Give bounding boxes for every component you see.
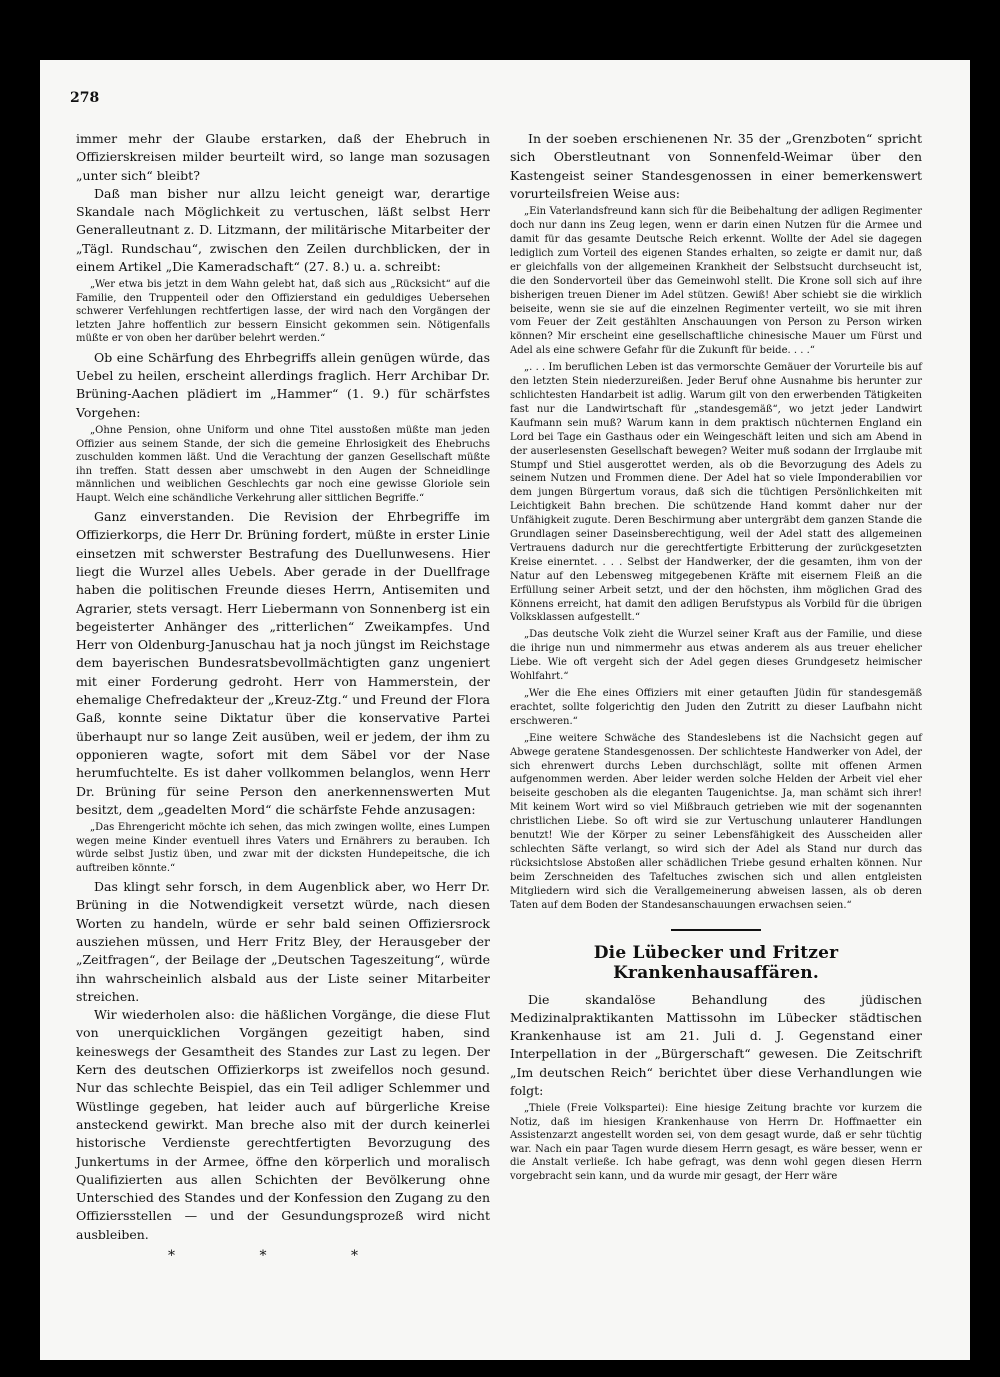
newspaper-page [40,60,970,1360]
left-column [76,130,490,1264]
paragraph: immer mehr der Glaube erstarken, daß der Ehebruch in Offizierskreisen milder beurteilt wird, so lange man sozusagen „unter sich“ bleibt? [76,131,490,183]
paragraph: Ob eine Schärfung des Ehrbegriffs allein genügen würde, das Uebel zu heilen, erscheint allerdings fraglich. Herr Archibar Dr. Brüning-Aachen plädiert im „Hammer“ (1. 9.) für schärfstes Vorgehen: [76,349,490,420]
quoted-paragraph: „Wer etwa bis jetzt in dem Wahn gelebt hat, daß sich aus „Rücksicht“ auf die Familie, den Truppenteil oder den Offizierstand ein geduldiges Uebersehen schwerer Verfehlungen rechtfertigen lasse, der wird nach den Vorgängen der letzten Jahre hoffentlich zur bessern Einsicht gekommen sein. Nötigenfalls müßte er von oben her darüber belehrt werden.“ [76,279,490,345]
paragraph: In der soeben erschienenen Nr. 35 der „Grenzboten“ spricht sich Oberstleutnant von Sonnenfeld-Weimar über den Kastengeist seiner Standesgenossen in einer bemerkenswert vorurteilsfreien Weise aus: [510,131,922,201]
paragraph: Daß man bisher nur allzu leicht geneigt war, derartige Skandale nach Möglichkeit zu vertuschen, läßt selbst Herr Generalleutnant z. D. Litzmann, der militärische Mitarbeiter der „Tägl. Rundschau“, zwischen den Zeilen durchblicken, der in einem Artikel „Die Kameradschaft“ (27. 8.) u. a. schreibt: [76,185,490,275]
section-rule [671,929,761,931]
section-separator: * * * [168,1248,398,1265]
quoted-paragraph: „Ohne Pension, ohne Uniform und ohne Titel ausstoßen müßte man jeden Offizier aus seinem Stande, der sich die gemeine Ehrlosigkeit des Ehebruchs zuschulden kommen läßt. Und die Verachtung der ganzen Gesellschaft müßte ihn treffen. Statt dessen aber umschwebt in den Augen der Schneidlinge männlichen und weiblichen Geschlechts gar noch eine gewisse Gloriole sein Haupt. Welch eine schändliche Verkehrung aller sittlichen Begriffe.“ [76,425,490,504]
article-headline: Die Lübecker und Fritzer Krankenhausaffären. [593,942,839,983]
right-column [510,130,922,1186]
quoted-paragraph: „Eine weitere Schwäche des Standeslebens ist die Nachsicht gegen auf Abwege geratene Standesgenossen. Der schlichteste Handwerker von Adel, der sich ehrenwert durchs Leben durchschlägt, sollte mit offenen Armen aufgenommen werden. Aber leider werden solche Helden der Arbeit viel eher beiseite geschoben als die eleganten Taugenichtse. Ja, man schämt sich ihrer! Mit keinem Wort wird so viel Mißbrauch getrieben wie mit der sogenannten christlichen Liebe. So oft wird sie zur Vertuschung unlauterer Handlungen benutzt! Wie der Körper zu seiner Lebensfähigkeit des Ausscheiden aller schlechten Säfte verlangt, so wird sich der Adel als Stand nur durch das rücksichtslose Abstoßen aller schädlichen Triebe gesund erhalten können. Nur beim Zerschneiden des Tafeltuches zwischen sich und allen entgleisten Mitgliedern wird sich die Verallgemeinerung abweisen lassen, als ob deren Taten auf dem Boden der Standesanschauungen erwachsen seien.“ [510,732,922,911]
quoted-paragraph: „. . . Im beruflichen Leben ist das vermorschte Gemäuer der Vorurteile bis auf den letzten Stein niederzureißen. Jeder Beruf ohne Ausnahme bis herunter zur schlichtesten Handarbeit ist adlig. Warum gilt von den erwerbenden Tätigkeiten fast nur die Landwirtschaft für „standesgemäß“, wo jetzt jeder Landwirt Kaufmann sein muß? Warum kann in dem praktisch nüchternen England ein Lord bei Tage ein Gasthaus oder ein Weingeschäft leiten und sich am Abend in der auserlesensten Gesellschaft bewegen? Weiter muß sodann der Irrglaube mit Stumpf und Stiel ausgerottet werden, als ob die Bevorzugung des Adels zu seinem Nutzen und Frommen diene. Der Adel hat so viele Imponderabilien vor dem jungen Bürgertum voraus, daß sich die tüchtigen Persönlichkeiten mit Leichtigkeit Bahn brechen. Die schützende Hand kommt daher nur der Unfähigkeit zugute. Deren Beschirmung aber untergräbt dem ganzen Stande die Grundlagen seiner Daseinsberechtigung, weil der Adel statt des allgemeinen Vertrauens dadurch nur die gerechtfertigte Erbitterung der zurückgesetzten Kreise einerntet. . . . Selbst der Handwerker, der die gesamten, ihm von der Natur auf den Lebensweg mitgegebenen Kräfte mit eisernem Fleiß an die Erfüllung seiner Arbeit setzt, und der den höchsten, ihm möglichen Grad des Könnens erreicht, hat damit den adligen Berufstypus als Vorbild für die übrigen Volksklassen aufgestellt.“ [510,362,922,624]
right-column-lower-paragraphs [510,991,922,1184]
left-column-paragraphs [76,130,490,1244]
right-column-upper-paragraphs [510,130,922,913]
quoted-paragraph: „Ein Vaterlandsfreund kann sich für die Beibehaltung der adligen Regimenter doch nur dann ins Zeug legen, wenn er darin einen Nutzen für die Armee und damit für das gesamte Deutsche Reich erkennt. Wollte der Adel sie dagegen lediglich zum Vorteil des eigenen Standes erhalten, so zeigte er damit nur, daß er gleichfalls von der allgemeinen Krankheit der Selbstsucht durchseucht ist, die den Sondervorteil über das Gemeinwohl stellt. Die Krone soll sich auf ihre bisherigen treuen Diener im Adel stützen. Gewiß! Aber schiebt sie die wirklich beiseite, wenn sie sie auf die einzelnen Regimenter verteilt, wo sie mit ihren vom Feuer der Zeit gestählten Anschauungen von Person zu Person wirken können? Mir erscheint eine gesellschaftliche chinesische Mauer um Fürst und Adel als eine schwere Gefahr für die Zukunft für beide. . . .“ [510,206,922,357]
paragraph: Die skandalöse Behandlung des jüdischen Medizinalpraktikanten Mattissohn im Lübecker städtischen Krankenhause ist am 21. Juli d. J. Gegenstand einer Interpellation in der „Bürgerschaft“ gewesen. Die Zeitschrift „Im deutschen Reich“ berichtet über diese Verhandlungen wie folgt: [510,991,922,1098]
quoted-paragraph: „Wer die Ehe eines Offiziers mit einer getauften Jüdin für standesgemäß erachtet, sollte folgerichtig den Juden den Zutritt zu dieser Laufbahn nicht erschweren.“ [510,688,922,727]
quoted-paragraph: „Thiele (Freie Volkspartei): Eine hiesige Zeitung brachte vor kurzem die Notiz, daß im hiesigen Krankenhause von Herrn Dr. Hoffmaetter ein Assistenzarzt angestellt worden sei, von dem gesagt wurde, daß er sehr tüchtig war. Nach ein paar Tagen wurde diesem Herrn gesagt, es wäre besser, wenn er die Anstalt verließe. Ich habe gefragt, was denn wohl gegen diesen Herrn vorgebracht sein kann, und da wurde mir gesagt, der Herr wäre [510,1103,922,1182]
quoted-paragraph: „Das Ehrengericht möchte ich sehen, das mich zwingen wollte, eines Lumpen wegen meine Kinder eventuell ihres Vaters und Ernährers zu berauben. Ich würde selbst Justiz üben, und zwar mit der dicksten Hundepeitsche, die ich auftreiben könnte.“ [76,822,490,874]
paragraph: Das klingt sehr forsch, in dem Augenblick aber, wo Herr Dr. Brüning in die Notwendigkeit versetzt würde, nach diesen Worten zu handeln, würde er sehr bald seinen Offiziersrock ausziehen müssen, und Herr Fritz Bley, der Herausgeber der „Zeitfragen“, der Beilage der „Deutschen Tageszeitung“, würde ihn wahrscheinlich alsbald aus der Liste seiner Mitarbeiter streichen. [76,879,490,1004]
quoted-paragraph: „Das deutsche Volk zieht die Wurzel seiner Kraft aus der Familie, und diese die ihrige nun und nimmermehr aus etwas anderem als aus treuer ehelicher Liebe. Wie oft vergeht sich der Adel gegen dieses Grundgesetz heimischer Wohlfahrt.“ [510,629,922,683]
paragraph: Ganz einverstanden. Die Revision der Ehrbegriffe im Offizierkorps, die Herr Dr. Brüning fordert, müßte in erster Linie einsetzen mit schwerster Bestrafung des Duellunwesens. Hier liegt die Wurzel alles Uebels. Aber gerade in der Duellfrage haben die politischen Freunde dieses Herrn, Antisemiten und Agrarier, stets versagt. Herr Liebermann von Sonnenberg ist ein begeisterter Anhänger des „ritterlichen“ Zweikampfes. Und Herr von Oldenburg-Januschau hat ja noch jüngst im Reichstage dem bayerischen Bundesratsbevollmächtigten ganz ungeniert mit einer Forderung gedroht. Herr von Hammerstein, der ehemalige Chefredakteur der „Kreuz-Ztg.“ und Freund der Flora Gaß, konnte seine Diktatur über die konservative Partei überhaupt nur so lange Zeit ausüben, weil er jedem, der ihm zu opponieren wagte, sofort mit dem Säbel vor der Nase herumfuchtelte. Es ist daher vollkommen belanglos, wenn Herr Dr. Brüning für seine Person den anerkennenswerten Mut besitzt, dem „geadelten Mord“ die schärfste Fehde anzusagen: [76,509,490,817]
page-number: 278 [70,90,100,106]
paragraph: Wir wiederholen also: die häßlichen Vorgänge, die diese Flut von unerquicklichen Vorgängen gezeitigt haben, sind keineswegs der Gesamtheit des Standes zur Last zu legen. Der Kern des deutschen Offizierkorps ist zweifellos noch gesund. Nur das schlechte Beispiel, das ein Teil adliger Schlemmer und Wüstlinge gegeben, hat leider auch auf bürgerliche Kreise ansteckend gewirkt. Man breche also mit der durch keinerlei historische Verdienste gerechtfertigten Bevorzugung des Junkertums in der Armee, öffne den körperlich und moralisch Qualifizierten aus allen Schichten der Bevölkerung ohne Unterschied des Standes und der Konfession den Zugang zu den Offiziersstellen — und der Gesundungsprozeß wird nicht ausbleiben. [76,1007,490,1242]
